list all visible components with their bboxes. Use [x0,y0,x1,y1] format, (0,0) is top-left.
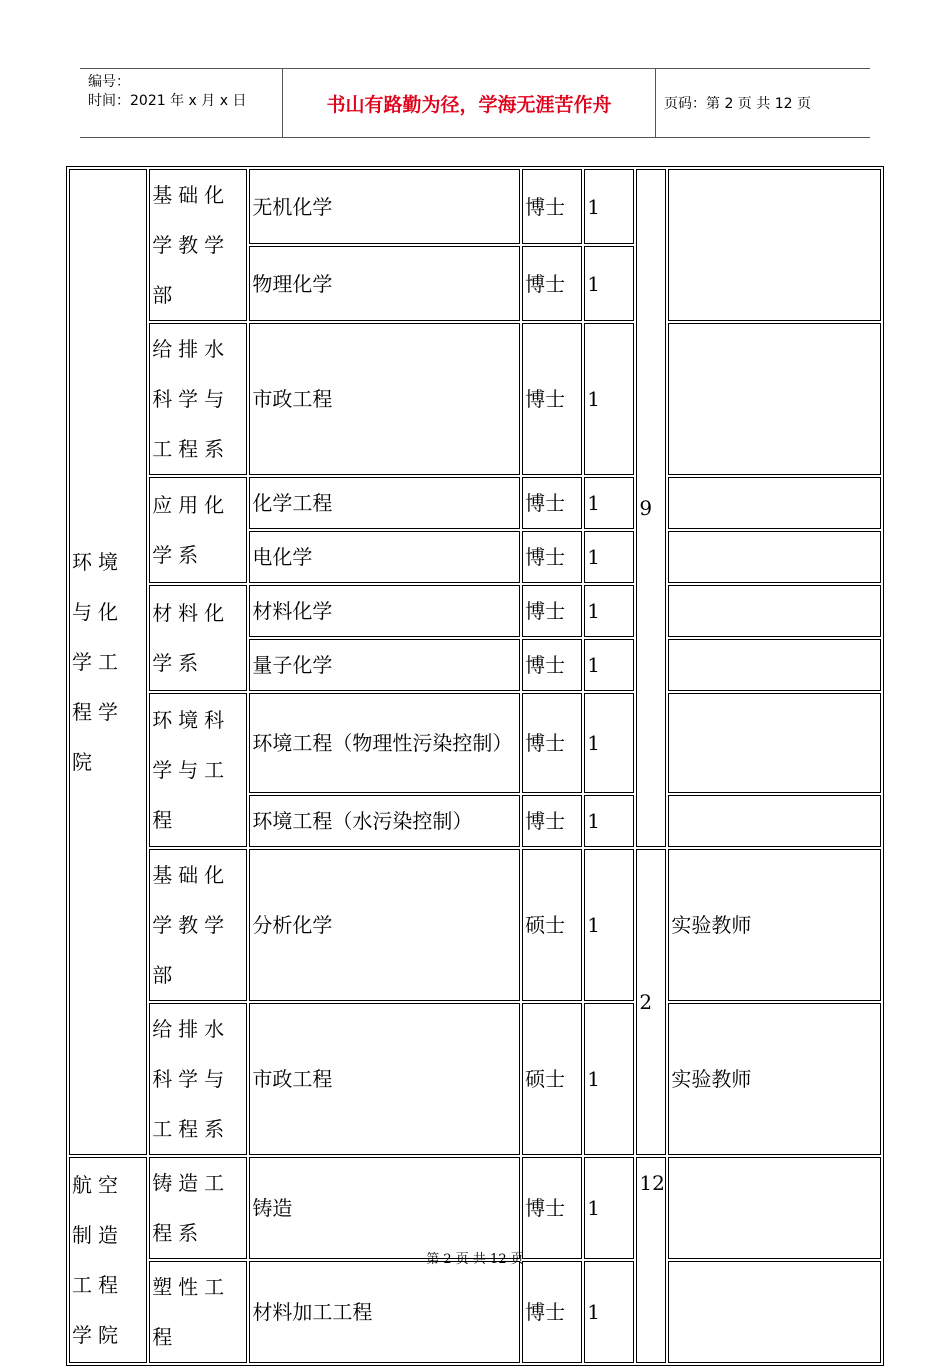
major-cell: 量子化学 [249,639,520,691]
dept-cell: 基础化学教学部 [149,849,247,1001]
note-cell [668,531,881,583]
page-footer: 第 2 页 共 12 页 [426,1252,524,1267]
dept-cell: 塑性工程 [149,1261,247,1363]
degree-cell: 硕士 [522,1003,582,1155]
degree-cell: 博士 [522,1157,582,1259]
header-motto: 书山有路勤为径，学海无涯苦作舟 [282,69,656,137]
count-cell: 1 [584,585,634,637]
table-row [69,323,881,475]
total-cell: 2 [636,849,666,1155]
degree-cell: 博士 [522,585,582,637]
major-cell: 市政工程 [249,323,520,475]
table-row [69,849,881,1001]
major-cell: 分析化学 [249,849,520,1001]
count-cell: 1 [584,849,634,1001]
degree-cell: 博士 [522,639,582,691]
page-header [80,68,870,138]
note-cell [668,585,881,637]
number-label: 编号： [88,74,130,90]
college-cell: 环境与化学工程学院 [69,169,147,1155]
count-cell: 1 [584,639,634,691]
degree-cell: 博士 [522,169,582,244]
time-label: 时间：2021 年 x 月 x 日 [88,93,247,109]
note-cell [668,693,881,793]
dept-cell: 材料化学系 [149,585,247,691]
table-row [69,693,881,793]
count-cell: 1 [584,1157,634,1259]
count-cell: 1 [584,323,634,475]
table-row [69,1157,881,1259]
table-row [69,1261,881,1363]
count-cell: 1 [584,1261,634,1363]
note-cell [668,1261,881,1363]
note-cell [668,323,881,475]
total-cell: 12 [636,1157,666,1363]
count-cell: 1 [584,531,634,583]
dept-cell: 给排水科学与工程系 [149,323,247,475]
note-cell [668,169,881,321]
total-cell: 9 [636,169,666,847]
dept-cell: 铸造工程系 [149,1157,247,1259]
major-cell: 化学工程 [249,477,520,529]
major-cell: 市政工程 [249,1003,520,1155]
note-cell [668,795,881,847]
note-cell: 实验教师 [668,1003,881,1155]
table-row [69,585,881,637]
major-cell: 电化学 [249,531,520,583]
major-cell: 无机化学 [249,169,520,244]
degree-cell: 博士 [522,693,582,793]
header-page-label: 页码：第 2 页 共 12 页 [664,96,811,112]
dept-cell: 基础化学教学部 [149,169,247,321]
major-cell: 物理化学 [249,246,520,321]
major-cell: 材料加工工程 [249,1261,520,1363]
dept-cell: 应用化学系 [149,477,247,583]
note-cell [668,477,881,529]
table-row [69,477,881,529]
count-cell: 1 [584,169,634,244]
major-cell: 环境工程（物理性污染控制） [249,693,520,793]
count-cell: 1 [584,246,634,321]
count-cell: 1 [584,795,634,847]
recruitment-table [66,166,884,1366]
header-left [80,69,282,137]
degree-cell: 博士 [522,323,582,475]
degree-cell: 博士 [522,531,582,583]
count-cell: 1 [584,477,634,529]
major-cell: 铸造 [249,1157,520,1259]
count-cell: 1 [584,1003,634,1155]
table-row [69,1003,881,1155]
note-cell [668,1157,881,1259]
major-cell: 环境工程（水污染控制） [249,795,520,847]
degree-cell: 硕士 [522,849,582,1001]
table-row [69,169,881,244]
note-cell [668,639,881,691]
degree-cell: 博士 [522,477,582,529]
degree-cell: 博士 [522,1261,582,1363]
count-cell: 1 [584,693,634,793]
dept-cell: 给排水科学与工程系 [149,1003,247,1155]
dept-cell: 环境科学与工程 [149,693,247,847]
degree-cell: 博士 [522,246,582,321]
note-cell: 实验教师 [668,849,881,1001]
college-cell: 航空制造工程学院 [69,1157,147,1363]
major-cell: 材料化学 [249,585,520,637]
degree-cell: 博士 [522,795,582,847]
